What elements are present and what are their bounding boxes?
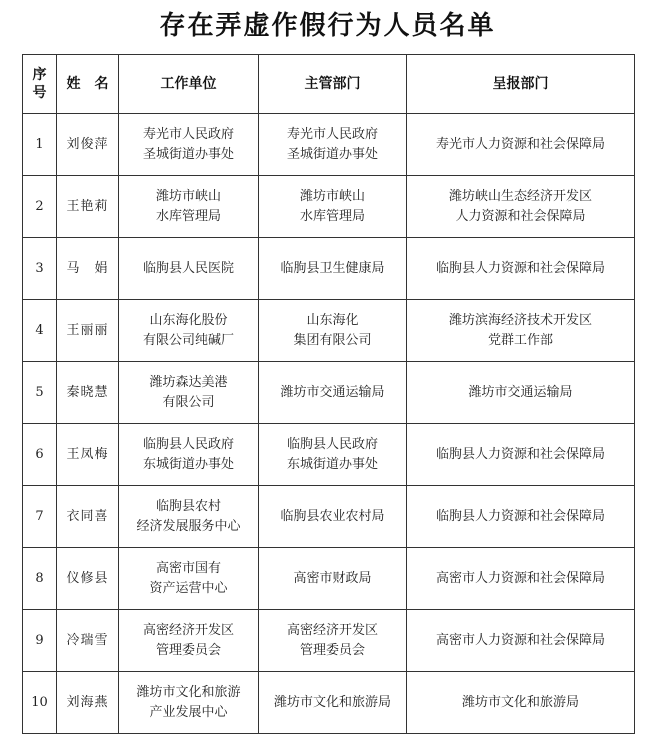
reporting-dept-cell [407,300,635,362]
reporting-dept-line: 临朐县人力资源和社会保障局 [435,446,605,462]
person-name-cell: 刘俊萍 [57,114,119,176]
work-unit-line: 管理委员会 [155,642,221,658]
header-serial-number [23,55,57,114]
header-serial-line2: 号 [32,85,47,101]
reporting-dept-line: 潍坊滨海经济技术开发区 [448,312,592,328]
work-unit-cell [119,176,259,238]
supervising-dept-cell [259,610,407,672]
work-unit-cell [119,424,259,486]
supervising-dept-line: 潍坊市交通运输局 [280,384,385,400]
person-name-cell: 王艳莉 [57,176,119,238]
serial-number-cell: 3 [23,238,57,300]
work-unit-cell [119,362,259,424]
work-unit-line: 临朐县农村 [155,498,221,514]
work-unit-line: 山东海化股份 [149,312,228,328]
table-row [23,424,635,486]
reporting-dept-cell [407,238,635,300]
supervising-dept-line: 寿光市人民政府 [286,126,378,142]
header-work-unit: 工作单位 [119,55,259,114]
header-row [23,55,635,114]
reporting-dept-line: 潍坊市文化和旅游局 [461,694,579,710]
supervising-dept-cell [259,548,407,610]
header-serial-line1: 序 [32,67,47,83]
person-name-cell: 冷瑞雪 [57,610,119,672]
reporting-dept-cell [407,548,635,610]
work-unit-cell [119,238,259,300]
supervising-dept-line: 东城街道办事处 [286,456,378,472]
serial-number-cell: 8 [23,548,57,610]
table-header [23,55,635,114]
page-title: 存在弄虚作假行为人员名单 [159,11,496,41]
work-unit-cell [119,486,259,548]
serial-number-cell: 6 [23,424,57,486]
supervising-dept-cell [259,672,407,734]
reporting-dept-line: 潍坊市交通运输局 [468,384,573,400]
table-row [23,486,635,548]
work-unit-line: 资产运营中心 [149,580,228,596]
work-unit-line: 高密市国有 [155,560,221,576]
work-unit-line: 产业发展中心 [149,704,228,720]
serial-number-cell: 1 [23,114,57,176]
person-name-cell: 王丽丽 [57,300,119,362]
work-unit-line: 高密经济开发区 [142,622,234,638]
reporting-dept-line: 临朐县人力资源和社会保障局 [435,260,605,276]
work-unit-line: 有限公司纯碱厂 [142,332,234,348]
person-name-cell: 衣同喜 [57,486,119,548]
supervising-dept-line: 临朐县卫生健康局 [280,260,385,276]
work-unit-line: 有限公司 [162,394,215,410]
table-row [23,176,635,238]
person-name-cell: 仪修县 [57,548,119,610]
supervising-dept-line: 水库管理局 [299,208,365,224]
table-row [23,114,635,176]
person-name-cell: 马 娟 [57,238,119,300]
serial-number-cell: 5 [23,362,57,424]
supervising-dept-line: 潍坊市峡山 [299,188,365,204]
work-unit-cell [119,672,259,734]
supervising-dept-line: 临朐县农业农村局 [280,508,385,524]
serial-number-cell: 9 [23,610,57,672]
person-name-cell: 秦晓慧 [57,362,119,424]
work-unit-line: 水库管理局 [155,208,221,224]
supervising-dept-cell [259,486,407,548]
work-unit-cell [119,548,259,610]
work-unit-line: 临朐县人民医院 [142,260,234,276]
supervising-dept-line: 集团有限公司 [293,332,372,348]
supervising-dept-cell [259,424,407,486]
supervising-dept-cell [259,362,407,424]
personnel-table [22,54,635,734]
reporting-dept-cell [407,362,635,424]
person-name-cell: 刘海燕 [57,672,119,734]
reporting-dept-line: 高密市人力资源和社会保障局 [435,632,605,648]
reporting-dept-cell [407,486,635,548]
reporting-dept-line: 潍坊峡山生态经济开发区 [448,188,592,204]
reporting-dept-cell [407,672,635,734]
header-supervising-dept: 主管部门 [259,55,407,114]
reporting-dept-line: 寿光市人力资源和社会保障局 [435,136,605,152]
table-row [23,238,635,300]
work-unit-line: 潍坊市峡山 [155,188,221,204]
supervising-dept-line: 高密经济开发区 [286,622,378,638]
supervising-dept-cell [259,238,407,300]
table-row [23,672,635,734]
work-unit-line: 潍坊森达美港 [149,374,228,390]
serial-number-cell: 4 [23,300,57,362]
work-unit-line: 临朐县人民政府 [142,436,234,452]
work-unit-cell [119,114,259,176]
reporting-dept-line: 人力资源和社会保障局 [455,208,586,224]
reporting-dept-line: 高密市人力资源和社会保障局 [435,570,605,586]
reporting-dept-cell [407,610,635,672]
table-body [23,114,635,734]
work-unit-line: 东城街道办事处 [142,456,234,472]
supervising-dept-line: 山东海化 [306,312,359,328]
work-unit-line: 圣城街道办事处 [142,146,234,162]
work-unit-line: 寿光市人民政府 [142,126,234,142]
table-row [23,362,635,424]
reporting-dept-cell [407,114,635,176]
supervising-dept-line: 临朐县人民政府 [286,436,378,452]
supervising-dept-cell [259,114,407,176]
work-unit-line: 潍坊市文化和旅游 [136,684,241,700]
supervising-dept-line: 圣城街道办事处 [286,146,378,162]
serial-number-cell: 7 [23,486,57,548]
header-reporting-dept: 呈报部门 [407,55,635,114]
supervising-dept-cell [259,176,407,238]
person-name-cell: 王凤梅 [57,424,119,486]
header-name: 姓 名 [57,55,119,114]
supervising-dept-line: 管理委员会 [299,642,365,658]
reporting-dept-cell [407,176,635,238]
serial-number-cell: 10 [23,672,57,734]
table-row [23,610,635,672]
work-unit-cell [119,300,259,362]
supervising-dept-line: 高密市财政局 [293,570,372,586]
reporting-dept-line: 党群工作部 [487,332,553,348]
table-row [23,548,635,610]
work-unit-cell [119,610,259,672]
serial-number-cell: 2 [23,176,57,238]
supervising-dept-cell [259,300,407,362]
supervising-dept-line: 潍坊市文化和旅游局 [273,694,391,710]
work-unit-line: 经济发展服务中心 [136,518,241,534]
table-row [23,300,635,362]
reporting-dept-line: 临朐县人力资源和社会保障局 [435,508,605,524]
reporting-dept-cell [407,424,635,486]
